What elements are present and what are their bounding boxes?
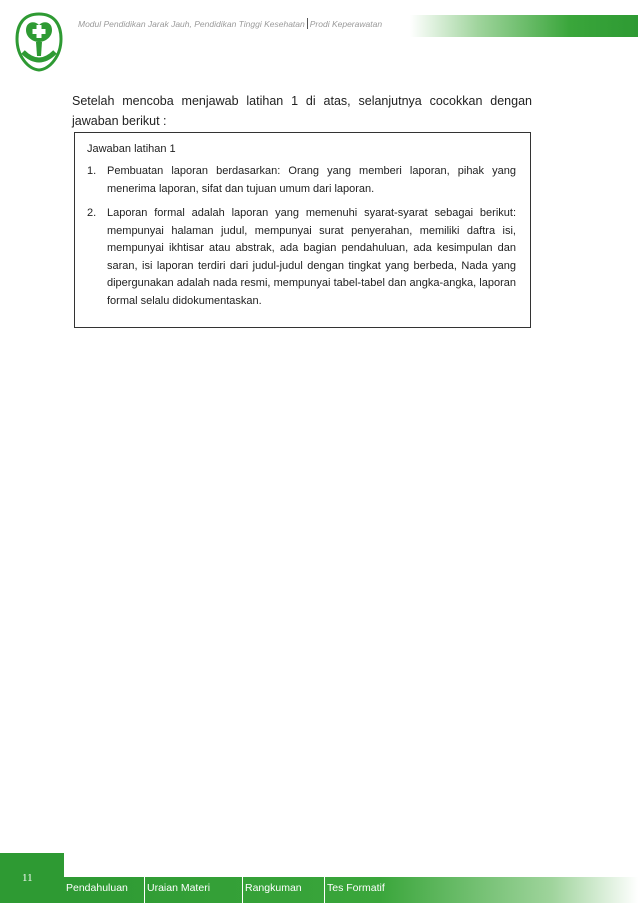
item-number: 2.: [87, 207, 97, 219]
answer-title: Jawaban latihan 1: [87, 143, 176, 155]
footer-nav: [64, 877, 415, 903]
page-number: 11: [22, 872, 33, 884]
nav-pendahuluan[interactable]: Pendahuluan: [64, 877, 145, 903]
header-green-bar: [410, 15, 638, 37]
header-separator: [307, 18, 308, 29]
intro-paragraph: Setelah mencoba menjawab latihan 1 di atas, selanjutnya cocokkan dengan jawaban berikut :: [72, 94, 532, 128]
program-name: Prodi Keperawatan: [309, 19, 383, 29]
item-text: Pembuatan laporan berdasarkan: Orang yang memberi laporan, pihak yang menerima laporan, sifat dan tujuan umum dari laporan.: [107, 165, 516, 195]
nav-uraian-materi[interactable]: Uraian Materi: [145, 877, 243, 903]
item-number: 1.: [87, 165, 97, 177]
item-text: Laporan formal adalah laporan yang memenuhi syarat-syarat sebagai berikut: mempunyai halaman judul, mempunyai surat penyerahan, memiliki daftra isi, mempunyai ikhtisar atau abstrak, ada bagian pendahuluan, ada kesimpulan dan saran, isi laporan terdiri dari judul-judul dengan tingkat yang berbeda, Nada yang dipergunakan adalah nada resmi, mempunyai tabel-tabel dan angka-angka, laporan formal selalu didokumentaskan.: [107, 207, 516, 307]
bakti-husada-logo: [14, 12, 64, 72]
list-item: [87, 163, 516, 198]
answer-box: [74, 132, 531, 328]
nav-tes-formatif[interactable]: Tes Formatif: [327, 882, 385, 894]
list-item: [87, 205, 516, 310]
header-module-title: [78, 18, 382, 29]
module-title: Modul Pendidikan Jarak Jauh, Pendidikan Tinggi Kesehatan: [78, 19, 305, 29]
nav-rangkuman[interactable]: Rangkuman: [243, 877, 325, 903]
answer-list: [87, 163, 516, 310]
